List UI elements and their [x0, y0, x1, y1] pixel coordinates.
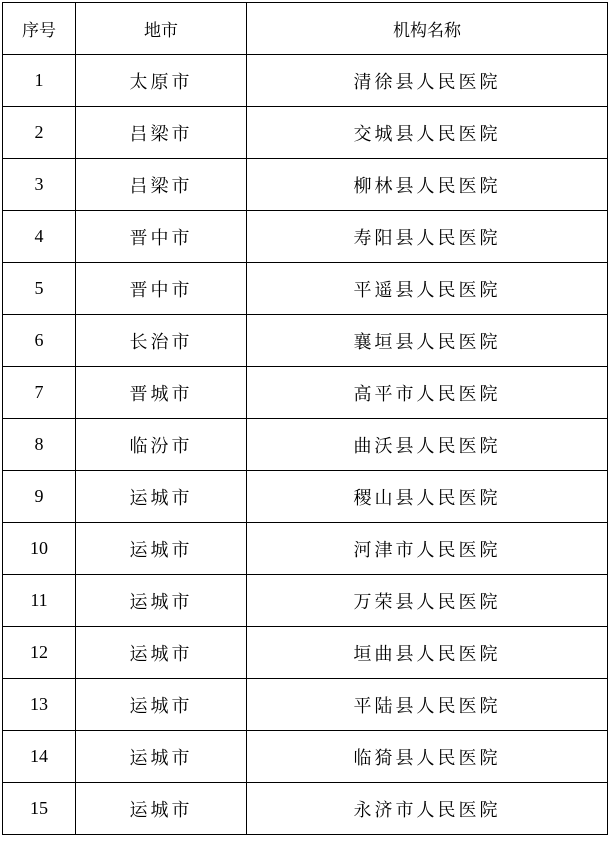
serial-number-cell: 8 — [3, 419, 76, 471]
institution-name-cell: 柳林县人民医院 — [247, 159, 608, 211]
header-serial-number: 序号 — [3, 3, 76, 55]
serial-number-cell: 1 — [3, 55, 76, 107]
institution-name-cell: 清徐县人民医院 — [247, 55, 608, 107]
table-row — [3, 315, 608, 367]
table-row — [3, 263, 608, 315]
table-row — [3, 783, 608, 835]
serial-number-cell: 13 — [3, 679, 76, 731]
header-city: 地市 — [76, 3, 247, 55]
table-row — [3, 159, 608, 211]
institution-name-cell: 寿阳县人民医院 — [247, 211, 608, 263]
header-institution-name: 机构名称 — [247, 3, 608, 55]
city-cell: 运城市 — [76, 471, 247, 523]
table-row — [3, 731, 608, 783]
serial-number-cell: 7 — [3, 367, 76, 419]
serial-number-cell: 10 — [3, 523, 76, 575]
city-cell: 太原市 — [76, 55, 247, 107]
table-header — [3, 3, 608, 55]
table-row — [3, 679, 608, 731]
serial-number-cell: 9 — [3, 471, 76, 523]
city-cell: 运城市 — [76, 731, 247, 783]
serial-number-cell: 2 — [3, 107, 76, 159]
institution-name-cell: 河津市人民医院 — [247, 523, 608, 575]
city-cell: 临汾市 — [76, 419, 247, 471]
city-cell: 运城市 — [76, 783, 247, 835]
serial-number-cell: 11 — [3, 575, 76, 627]
city-cell: 运城市 — [76, 627, 247, 679]
serial-number-cell: 3 — [3, 159, 76, 211]
serial-number-cell: 15 — [3, 783, 76, 835]
serial-number-cell: 6 — [3, 315, 76, 367]
institution-name-cell: 临猗县人民医院 — [247, 731, 608, 783]
institution-name-cell: 平遥县人民医院 — [247, 263, 608, 315]
hospital-table — [2, 2, 608, 835]
table-body — [3, 55, 608, 835]
table-row — [3, 419, 608, 471]
city-cell: 吕梁市 — [76, 159, 247, 211]
institution-name-cell: 垣曲县人民医院 — [247, 627, 608, 679]
institution-name-cell: 永济市人民医院 — [247, 783, 608, 835]
header-row — [3, 3, 608, 55]
serial-number-cell: 5 — [3, 263, 76, 315]
city-cell: 晋中市 — [76, 263, 247, 315]
table-row — [3, 367, 608, 419]
table-row — [3, 627, 608, 679]
table-row — [3, 575, 608, 627]
table-row — [3, 211, 608, 263]
table-row — [3, 107, 608, 159]
city-cell: 晋城市 — [76, 367, 247, 419]
table-row — [3, 471, 608, 523]
institution-name-cell: 万荣县人民医院 — [247, 575, 608, 627]
serial-number-cell: 14 — [3, 731, 76, 783]
institution-name-cell: 交城县人民医院 — [247, 107, 608, 159]
table-row — [3, 55, 608, 107]
city-cell: 运城市 — [76, 575, 247, 627]
city-cell: 吕梁市 — [76, 107, 247, 159]
institution-name-cell: 平陆县人民医院 — [247, 679, 608, 731]
city-cell: 运城市 — [76, 523, 247, 575]
city-cell: 运城市 — [76, 679, 247, 731]
city-cell: 晋中市 — [76, 211, 247, 263]
institution-name-cell: 襄垣县人民医院 — [247, 315, 608, 367]
serial-number-cell: 12 — [3, 627, 76, 679]
serial-number-cell: 4 — [3, 211, 76, 263]
institution-name-cell: 稷山县人民医院 — [247, 471, 608, 523]
institution-name-cell: 曲沃县人民医院 — [247, 419, 608, 471]
institution-name-cell: 高平市人民医院 — [247, 367, 608, 419]
table-row — [3, 523, 608, 575]
city-cell: 长治市 — [76, 315, 247, 367]
